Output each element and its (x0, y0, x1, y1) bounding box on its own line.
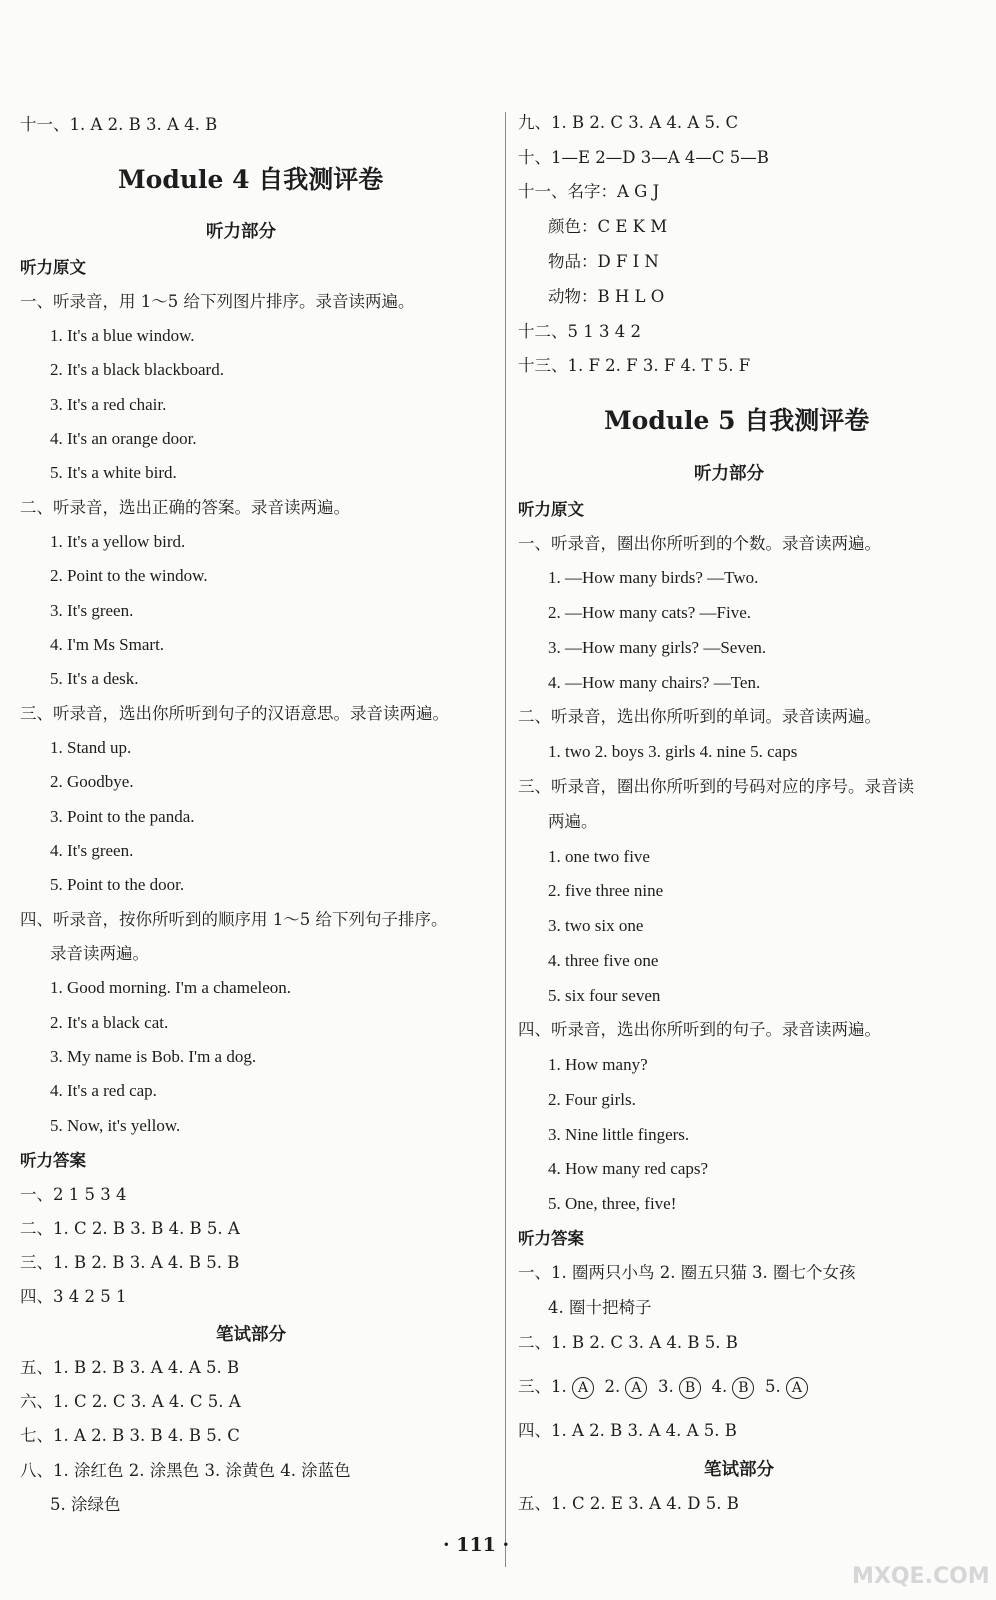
listening-heading: 听力部分 (206, 222, 276, 242)
question-heading: 一、听录音，圈出你所听到的个数。录音读两遍。 (518, 534, 881, 553)
answer-line: 一、2 1 5 3 4 (20, 1185, 127, 1204)
answer-line: 三、1. B 2. B 3. A 4. B 5. B (20, 1253, 240, 1272)
answers-label: 听力答案 (20, 1151, 86, 1170)
question-heading: 三、听录音，圈出你所听到的号码对应的序号。录音读 (518, 777, 914, 796)
circled-letter: A (786, 1377, 808, 1399)
question-heading-cont: 录音读两遍。 (50, 944, 149, 963)
list-item: 2. five three nine (548, 881, 664, 900)
question-heading: 四、听录音，按你所听到的顺序用 1～5 给下列句子排序。 (20, 910, 448, 929)
circled-letter: B (679, 1377, 701, 1399)
answer-line: 动物：B H L O (548, 287, 665, 306)
list-item: 5. six four seven (548, 986, 661, 1005)
circled-letter: A (572, 1377, 594, 1399)
list-item: 1. How many? (548, 1055, 648, 1074)
question-heading: 二、听录音，选出正确的答案。录音读两遍。 (20, 498, 350, 517)
answer-prefix: 三、 (518, 1377, 551, 1396)
list-item: 4. —How many chairs? —Ten. (548, 673, 761, 692)
answer-line: 九、1. B 2. C 3. A 4. A 5. C (518, 113, 739, 132)
answer-line: 十二、5 1 3 4 2 (518, 322, 641, 341)
written-heading: 笔试部分 (216, 1325, 286, 1345)
answer-line: 十一、1. A 2. B 3. A 4. B (20, 115, 218, 134)
answer-line: 十、1—E 2—D 3—A 4—C 5—B (518, 148, 769, 167)
list-item: 1. two 2. boys 3. girls 4. nine 5. caps (548, 742, 798, 761)
list-item: 3. Nine little fingers. (548, 1125, 690, 1144)
script-label: 听力原文 (20, 258, 86, 277)
list-item: 3. —How many girls? —Seven. (548, 638, 767, 657)
list-item: 1. —How many birds? —Two. (548, 568, 759, 587)
script-label: 听力原文 (518, 500, 584, 519)
answers-label: 听力答案 (518, 1229, 584, 1248)
answer-line: 四、1. A 2. B 3. A 4. A 5. B (518, 1421, 737, 1440)
list-item: 3. two six one (548, 916, 644, 935)
question-heading: 四、听录音，选出你所听到的句子。录音读两遍。 (518, 1020, 881, 1039)
module4-title: Module 4 自我测评卷 (118, 165, 384, 194)
question-heading: 二、听录音，选出你所听到的单词。录音读两遍。 (518, 707, 881, 726)
circled-letter: B (732, 1377, 754, 1399)
list-item: 1. Stand up. (50, 738, 132, 757)
circled-answer-line: 三、1. A 2. A 3. B 4. B 5. A (518, 1376, 808, 1399)
question-heading: 三、听录音，选出你所听到句子的汉语意思。录音读两遍。 (20, 704, 449, 723)
list-item: 4. three five one (548, 951, 659, 970)
list-item: 2. Four girls. (548, 1090, 636, 1109)
list-item: 2. Goodbye. (50, 772, 134, 791)
list-item: 5. It's a white bird. (50, 463, 177, 482)
list-item: 1. It's a yellow bird. (50, 532, 186, 551)
answer-line: 六、1. C 2. C 3. A 4. C 5. A (20, 1392, 241, 1411)
list-item: 3. My name is Bob. I'm a dog. (50, 1047, 257, 1066)
answer-line: 一、1. 圈两只小鸟 2. 圈五只猫 3. 圈七个女孩 (518, 1263, 856, 1282)
list-item: 4. It's green. (50, 841, 134, 860)
answer-line: 七、1. A 2. B 3. B 4. B 5. C (20, 1426, 240, 1445)
question-heading-cont: 两遍。 (548, 812, 598, 831)
list-item: 5. It's a desk. (50, 669, 139, 688)
listening-heading: 听力部分 (694, 464, 764, 484)
list-item: 4. I'm Ms Smart. (50, 635, 165, 654)
list-item: 5. Now, it's yellow. (50, 1116, 181, 1135)
answer-line: 八、1. 涂红色 2. 涂黑色 3. 涂黄色 4. 涂蓝色 (20, 1461, 351, 1480)
written-heading: 笔试部分 (704, 1460, 774, 1480)
list-item: 1. It's a blue window. (50, 326, 195, 345)
list-item: 2. It's a black blackboard. (50, 360, 224, 379)
answer-line: 五、1. B 2. B 3. A 4. A 5. B (20, 1358, 240, 1377)
list-item: 3. It's green. (50, 601, 134, 620)
answer-line: 5. 涂绿色 (50, 1495, 121, 1514)
answer-line: 四、3 4 2 5 1 (20, 1287, 127, 1306)
answer-line: 4. 圈十把椅子 (548, 1298, 652, 1317)
column-divider (505, 112, 506, 1567)
watermark: MXQE.COM (852, 1564, 990, 1589)
list-item: 3. Point to the panda. (50, 807, 195, 826)
answer-line: 二、1. B 2. C 3. A 4. B 5. B (518, 1333, 738, 1352)
list-item: 1. Good morning. I'm a chameleon. (50, 978, 292, 997)
list-item: 2. Point to the window. (50, 566, 208, 585)
list-item: 2. It's a black cat. (50, 1013, 169, 1032)
list-item: 4. How many red caps? (548, 1159, 709, 1178)
page-number: · 111 · (443, 1534, 510, 1556)
question-heading: 一、听录音，用 1～5 给下列图片排序。录音读两遍。 (20, 292, 415, 311)
list-item: 3. It's a red chair. (50, 395, 167, 414)
circled-letter: A (625, 1377, 647, 1399)
list-item: 1. one two five (548, 847, 650, 866)
module5-title: Module 5 自我测评卷 (604, 406, 870, 435)
list-item: 5. Point to the door. (50, 875, 185, 894)
answer-line: 五、1. C 2. E 3. A 4. D 5. B (518, 1494, 739, 1513)
answer-line: 十一、名字：A G J (518, 182, 660, 201)
list-item: 4. It's a red cap. (50, 1081, 157, 1100)
answer-line: 物品：D F I N (548, 252, 659, 271)
list-item: 4. It's an orange door. (50, 429, 197, 448)
list-item: 5. One, three, five! (548, 1194, 677, 1213)
answer-line: 二、1. C 2. B 3. B 4. B 5. A (20, 1219, 240, 1238)
list-item: 2. —How many cats? —Five. (548, 603, 752, 622)
answer-line: 十三、1. F 2. F 3. F 4. T 5. F (518, 356, 751, 375)
answer-line: 颜色：C E K M (548, 217, 668, 236)
